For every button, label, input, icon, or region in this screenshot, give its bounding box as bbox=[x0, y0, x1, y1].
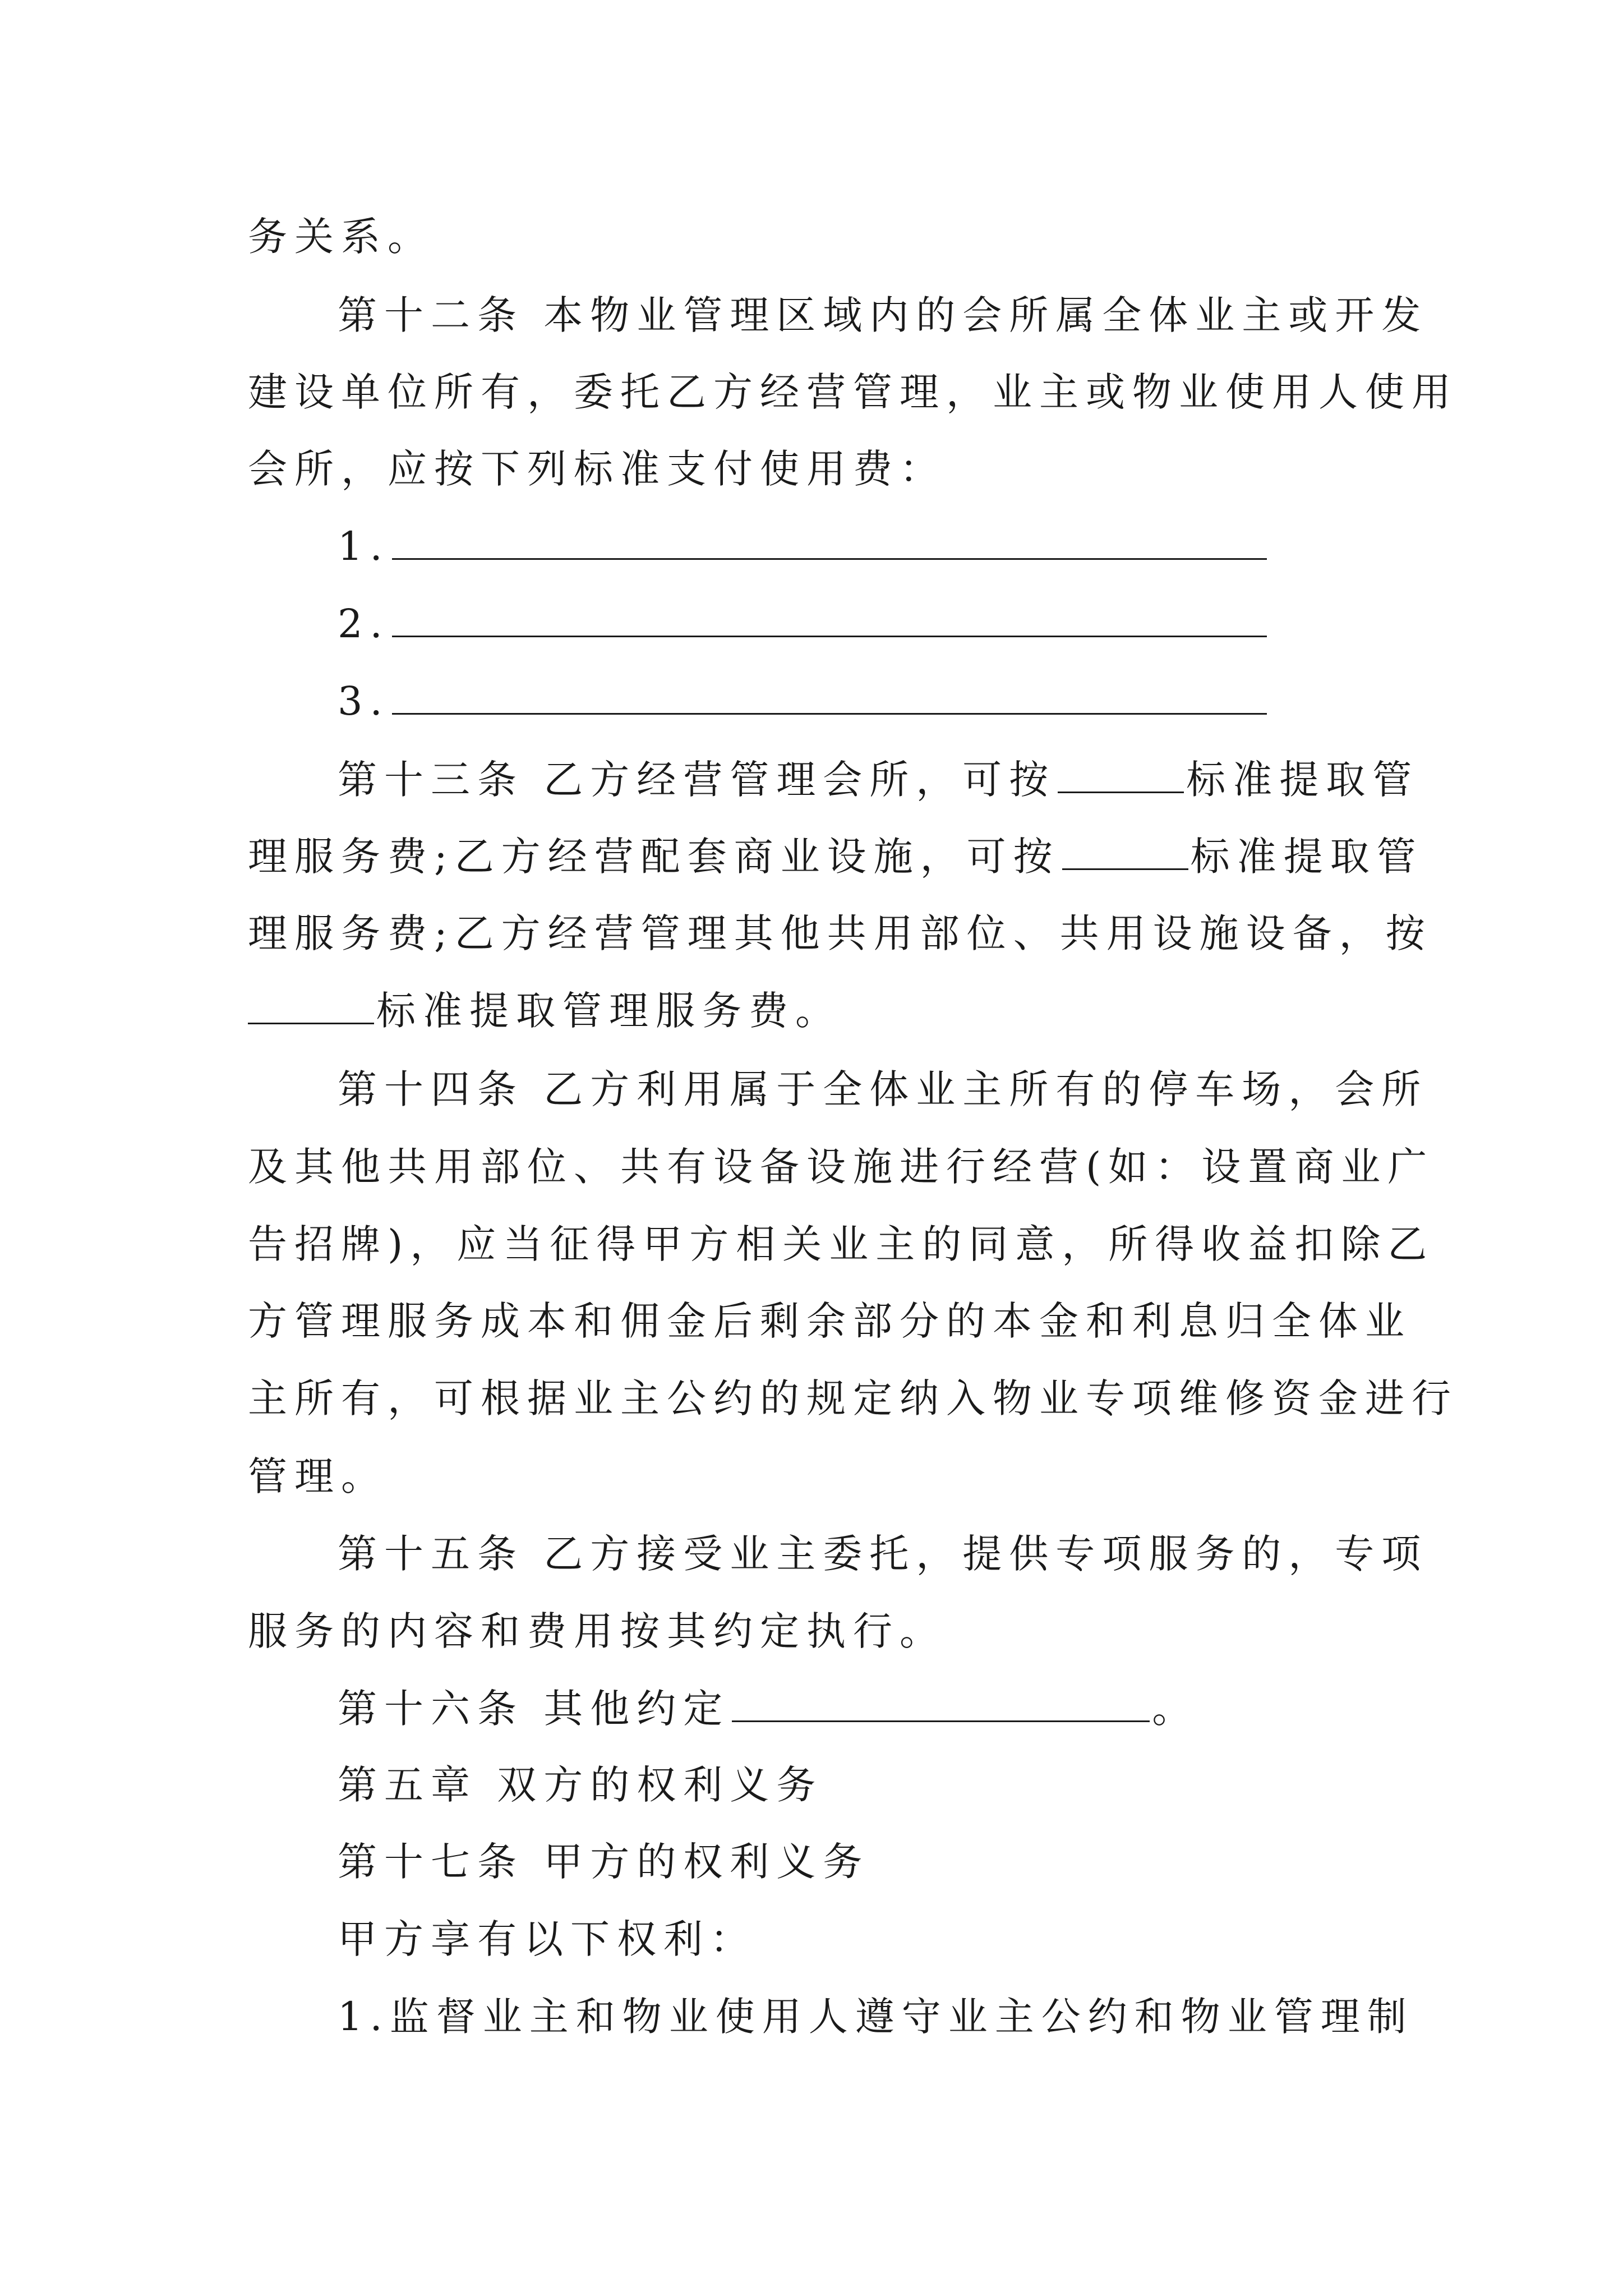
text-line bbox=[248, 440, 1392, 498]
fill-blank bbox=[1058, 754, 1184, 793]
line-text: 告招牌)，应当征得甲方相关业主的同意，所得收益扣除乙 bbox=[248, 1221, 1435, 1267]
fill-blank bbox=[392, 676, 1267, 715]
text-line bbox=[248, 1447, 1392, 1506]
article-12-heading bbox=[338, 286, 1428, 344]
chapter-5-heading bbox=[338, 1756, 1392, 1814]
text-line bbox=[248, 1602, 1392, 1660]
fill-blank bbox=[248, 986, 374, 1024]
line-text: 第十五条 乙方接受业主委托，提供专项服务的，专项 bbox=[338, 1531, 1428, 1577]
fee-item-1 bbox=[338, 517, 1392, 576]
text-line bbox=[338, 1987, 1414, 2046]
line-text: 务关系。 bbox=[248, 214, 434, 260]
article-17-heading bbox=[338, 1833, 1392, 1891]
line-text: 第十七条 甲方的权利义务 bbox=[338, 1839, 870, 1885]
line-text: 理服务费;乙方经营配套商业设施，可按 bbox=[248, 834, 1060, 880]
line-text: 管理。 bbox=[248, 1453, 388, 1499]
item-number: 2. bbox=[338, 601, 390, 647]
fee-item-3 bbox=[338, 672, 1392, 730]
fill-blank bbox=[732, 1683, 1150, 1722]
article-14-heading bbox=[338, 1060, 1428, 1119]
article-15-heading bbox=[338, 1525, 1428, 1583]
line-text: 会所，应按下列标准支付使用费： bbox=[248, 446, 946, 492]
text-line bbox=[248, 1215, 1435, 1273]
line-text: 建设单位所有，委托乙方经营管理，业主或物业使用人使用 bbox=[248, 369, 1458, 415]
text-line bbox=[248, 208, 1392, 266]
item-number: 3. bbox=[338, 678, 390, 724]
text-line bbox=[248, 1138, 1435, 1196]
text-line bbox=[248, 363, 1458, 421]
text-line bbox=[248, 827, 1423, 886]
line-text: 第十六条 其他约定 bbox=[338, 1686, 730, 1732]
line-text: 标准提取管 bbox=[1186, 757, 1419, 803]
fill-blank bbox=[392, 599, 1267, 637]
line-text: 主所有，可根据业主公约的规定纳入物业专项维修资金进行 bbox=[248, 1375, 1458, 1421]
article-16-heading bbox=[338, 1680, 1392, 1738]
line-text: 。 bbox=[1152, 1686, 1199, 1732]
line-text: 第十三条 乙方经营管理会所，可按 bbox=[338, 757, 1056, 803]
line-text: 第十四条 乙方利用属于全体业主所有的停车场，会所 bbox=[338, 1066, 1428, 1112]
line-text: 标准提取管 bbox=[1190, 834, 1423, 880]
text-line bbox=[248, 1292, 1412, 1350]
line-text: 第十二条 本物业管理区域内的会所属全体业主或开发 bbox=[338, 292, 1428, 338]
line-text: 方管理服务成本和佣金后剩余部分的本金和利息归全体业 bbox=[248, 1298, 1412, 1344]
line-text: 第五章 双方的权利义务 bbox=[338, 1762, 823, 1808]
item-number: 1. bbox=[338, 523, 390, 569]
fill-blank bbox=[392, 521, 1267, 560]
line-text: 标准提取管理服务费。 bbox=[376, 988, 842, 1034]
text-line bbox=[248, 982, 1392, 1040]
article-13-heading bbox=[338, 751, 1419, 809]
text-line bbox=[338, 1910, 1392, 1968]
fee-item-2 bbox=[338, 595, 1392, 653]
text-line bbox=[248, 904, 1432, 963]
line-text: 理服务费;乙方经营管理其他共用部位、共用设施设备，按 bbox=[248, 910, 1432, 956]
text-line bbox=[248, 1369, 1458, 1428]
line-text: 1.监督业主和物业使用人遵守业主公约和物业管理制 bbox=[338, 1994, 1414, 2040]
fill-blank bbox=[1062, 831, 1188, 870]
line-text: 及其他共用部位、共有设备设施进行经营(如：设置商业广 bbox=[248, 1144, 1435, 1190]
line-text: 服务的内容和费用按其约定执行。 bbox=[248, 1608, 946, 1654]
line-text: 甲方享有以下权利： bbox=[338, 1916, 757, 1962]
